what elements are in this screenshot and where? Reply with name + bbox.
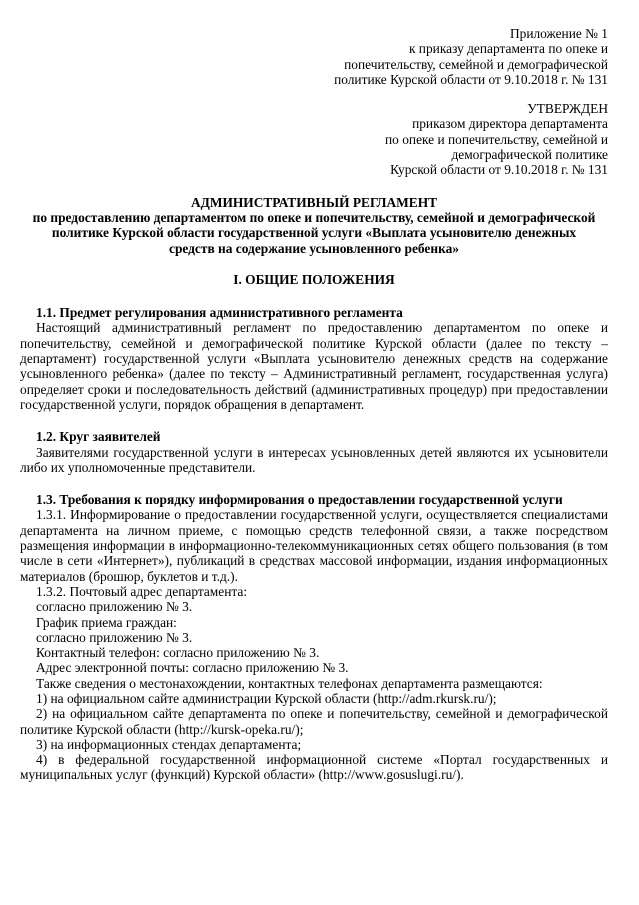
location-item-1: 1) на официальном сайте администрации Курской области (http://adm.rkursk.ru/); [36, 690, 497, 706]
approved-line: по опеке и попечительству, семейной и [385, 131, 608, 147]
postal-address-value: согласно приложению № 3. [36, 599, 193, 615]
section-1-2-text: Заявителями государственной услуги в интересах усыновленных детей являются их усыновители либо их уполномоченные представители. [20, 444, 608, 475]
section-1-3-heading: 1.3. Требования к порядку информирования о предоставлении государственной услуги [36, 492, 563, 508]
appendix-line: Приложение № 1 [509, 26, 608, 41]
approved-label: УТВЕРЖДЕН [527, 101, 608, 117]
spacer [20, 87, 608, 101]
section-1-1-heading: 1.1. Предмет регулирования административного регламента [36, 305, 403, 321]
approved-line: демографической политике [451, 147, 608, 163]
document-title: АДМИНИСТРАТИВНЫЙ РЕГЛАМЕНТ [190, 194, 438, 210]
location-item-4: 4) в федеральной государственной информационной системе «Портал государственных и муниципальных услуг (функций) Курской области» (http://www.gosuslugi.ru/). [20, 752, 608, 783]
approved-block [308, 101, 608, 177]
phone-line: Контактный телефон: согласно приложению № 3. [36, 645, 320, 661]
appendix-line: к приказу департамента по опеке и [408, 41, 608, 57]
appendix-line: политике Курской области от 9.10.2018 г. № 131 [334, 71, 608, 87]
spacer [20, 412, 608, 429]
schedule-value: согласно приложению № 3. [36, 629, 193, 645]
appendix-line: попечительству, семейной и демографической [344, 56, 608, 72]
section-title: I. ОБЩИЕ ПОЛОЖЕНИЯ [233, 271, 395, 287]
appendix-block [308, 26, 608, 87]
approved-line: приказом директора департамента [412, 116, 608, 132]
section-1-1-text: Настоящий административный регламент по предоставлению департаментом по опеке и попечительству, семейной и демографической политике Курской области (далее по тексту – департамент) государственной услуги «Выплата усыновителю денежных средств на содержание усыновленного ребенка» (далее по тексту – Административный регламент, государственная услуга) определяет сроки и последовательность действий (административных процедур) при предоставлении государственной услуги, порядок обращения в департамент. [20, 320, 608, 412]
document-page [20, 26, 608, 783]
postal-address-line: 1.3.2. Почтовый адрес департамента: [36, 583, 248, 599]
approved-line: Курской области от 9.10.2018 г. № 131 [390, 162, 608, 178]
section-1-2-heading: 1.2. Круг заявителей [36, 429, 161, 445]
email-line: Адрес электронной почты: согласно приложению № 3. [36, 660, 349, 676]
location-item-2: 2) на официальном сайте департамента по опеке и попечительству, семейной и демографической политике Курской области (http://kursk-opeka.ru/); [20, 706, 608, 737]
schedule-line: График приема граждан: [36, 614, 177, 630]
spacer [20, 475, 608, 492]
section-1-3-1-text: 1.3.1. Информирование о предоставлении государственной услуги, осуществляется специалистами департамента на личном приеме, с помощью средств телефонной связи, а также посредством размещения информации в информационно-телекоммуникационных сетях общего пользования (в том числе в сети «Интернет»), публикаций в средствах массовой информации, издания информационных материалов (брошюр, буклетов и т.д.). [20, 507, 608, 584]
location-intro: Также сведения о местонахождении, контактных телефонах департамента размещаются: [36, 675, 543, 691]
document-subtitle: по предоставлению департаментом по опеке и попечительству, семейной и демографической политике Курской области государственной услуги «Выплата усыновителю денежных средств на содержание усыновленного ребенка» [32, 209, 596, 256]
location-item-3: 3) на информационных стендах департамента; [36, 736, 302, 752]
